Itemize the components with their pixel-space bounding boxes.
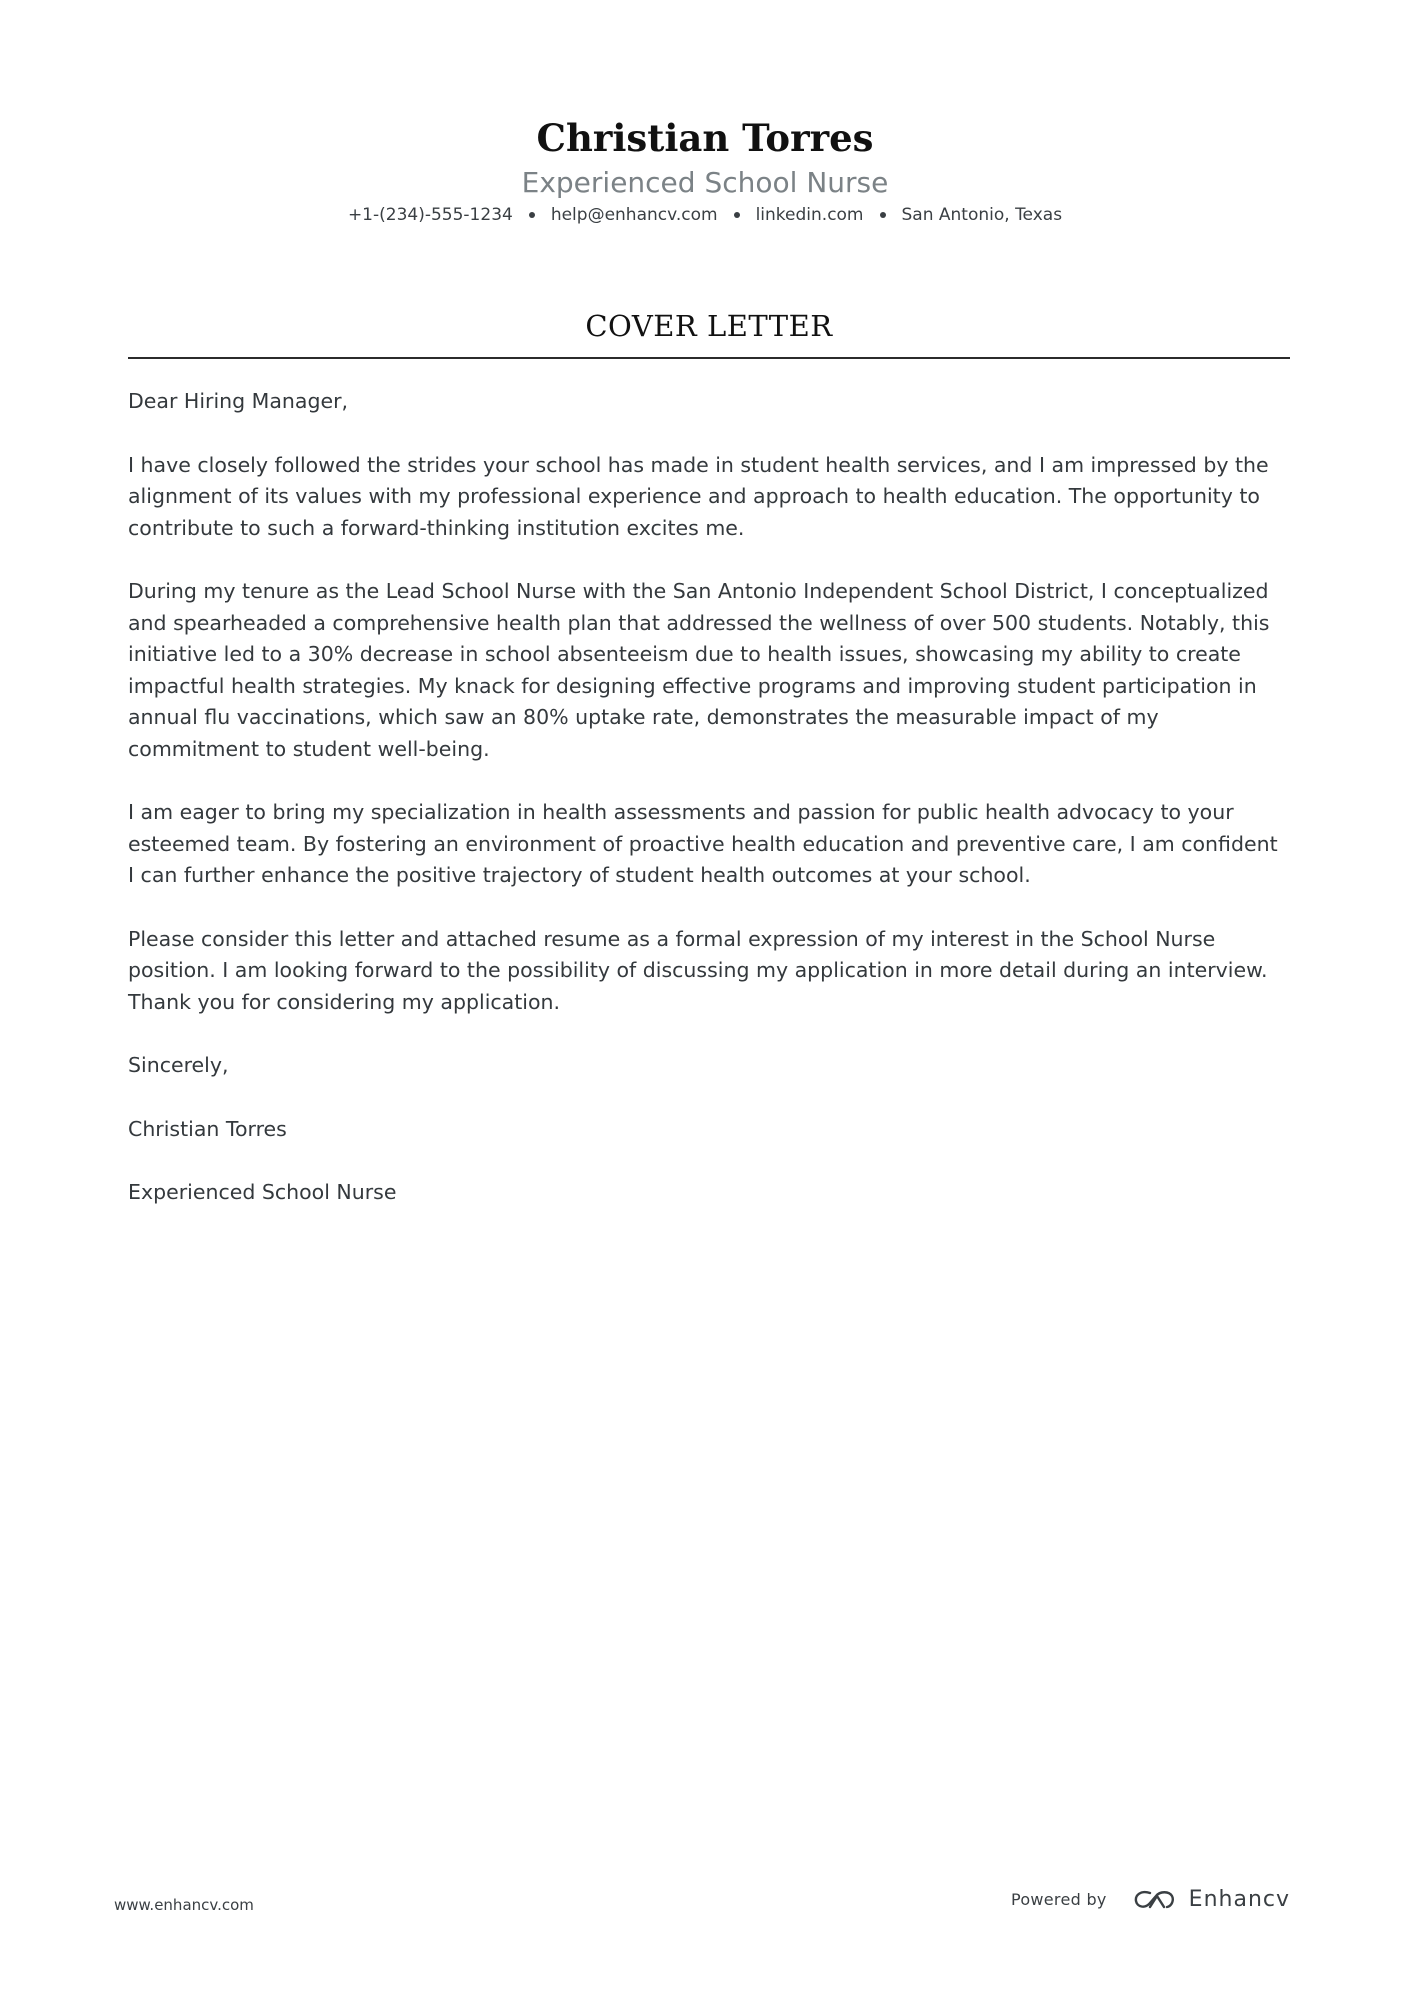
letter-paragraph: I am eager to bring my specialization in health assessments and passion for public health advocacy to your esteemed team. By fostering an environment of proactive health education and preventive care, I am confident I can further enhance the positive trajectory of student health outcomes at your school. (128, 800, 1278, 887)
powered-by-label: Powered by (1010, 1890, 1107, 1909)
footer-branding[interactable] (1011, 1887, 1290, 1912)
candidate-name: Christian Torres (536, 116, 874, 160)
section-divider (128, 357, 1290, 359)
letter-paragraph: Please consider this letter and attached resume as a formal expression of my interest in the School Nurse position. I am looking forward to the possibility of discussing my application in more detail during an interview. Thank you for considering my application. (128, 926, 1268, 1014)
contact-line (0, 203, 1410, 227)
footer-website[interactable]: www.enhancv.com (114, 1896, 254, 1914)
letter-paragraph: I have closely followed the strides your school has made in student health services, and I am impressed by the alignment of its values with my professional experience and approach to health education. The opportunity to contribute to such a forward-thinking institution excites me. (128, 452, 1269, 540)
bullet-separator (529, 212, 535, 218)
bullet-separator (734, 212, 740, 218)
letter-paragraph: During my tenure as the Lead School Nurse with the San Antonio Independent School District, I conceptualized and spearheaded a comprehensive health plan that addressed the wellness of over 500 students. Notably, this initiative led to a 30% decrease in school absenteeism due to health issues, showcasing my ability to create impactful health strategies. My knack for designing effective programs and improving student participation in annual flu vaccinations, which saw an 80% uptake rate, demonstrates the measurable impact of my commitment to student well-being. (128, 579, 1270, 761)
letter-header (0, 112, 1410, 227)
letter-greeting: Dear Hiring Manager, (128, 389, 349, 413)
enhancv-logo-icon (1133, 1888, 1177, 1912)
signature-name: Christian Torres (128, 1116, 287, 1141)
signature-title: Experienced School Nurse (128, 1180, 397, 1204)
letter-body (128, 386, 1290, 1241)
contact-email: help@enhancv.com (550, 205, 718, 225)
contact-location: San Antonio, Texas (901, 205, 1063, 225)
contact-phone: +1-(234)-555-1234 (347, 205, 513, 225)
section-title: COVER LETTER (585, 309, 833, 343)
candidate-title: Experienced School Nurse (521, 166, 889, 199)
bullet-separator (880, 212, 886, 218)
enhancv-logo-text: Enhancv (1188, 1887, 1290, 1912)
contact-linkedin: linkedin.com (755, 205, 864, 225)
letter-closing: Sincerely, (128, 1053, 229, 1077)
